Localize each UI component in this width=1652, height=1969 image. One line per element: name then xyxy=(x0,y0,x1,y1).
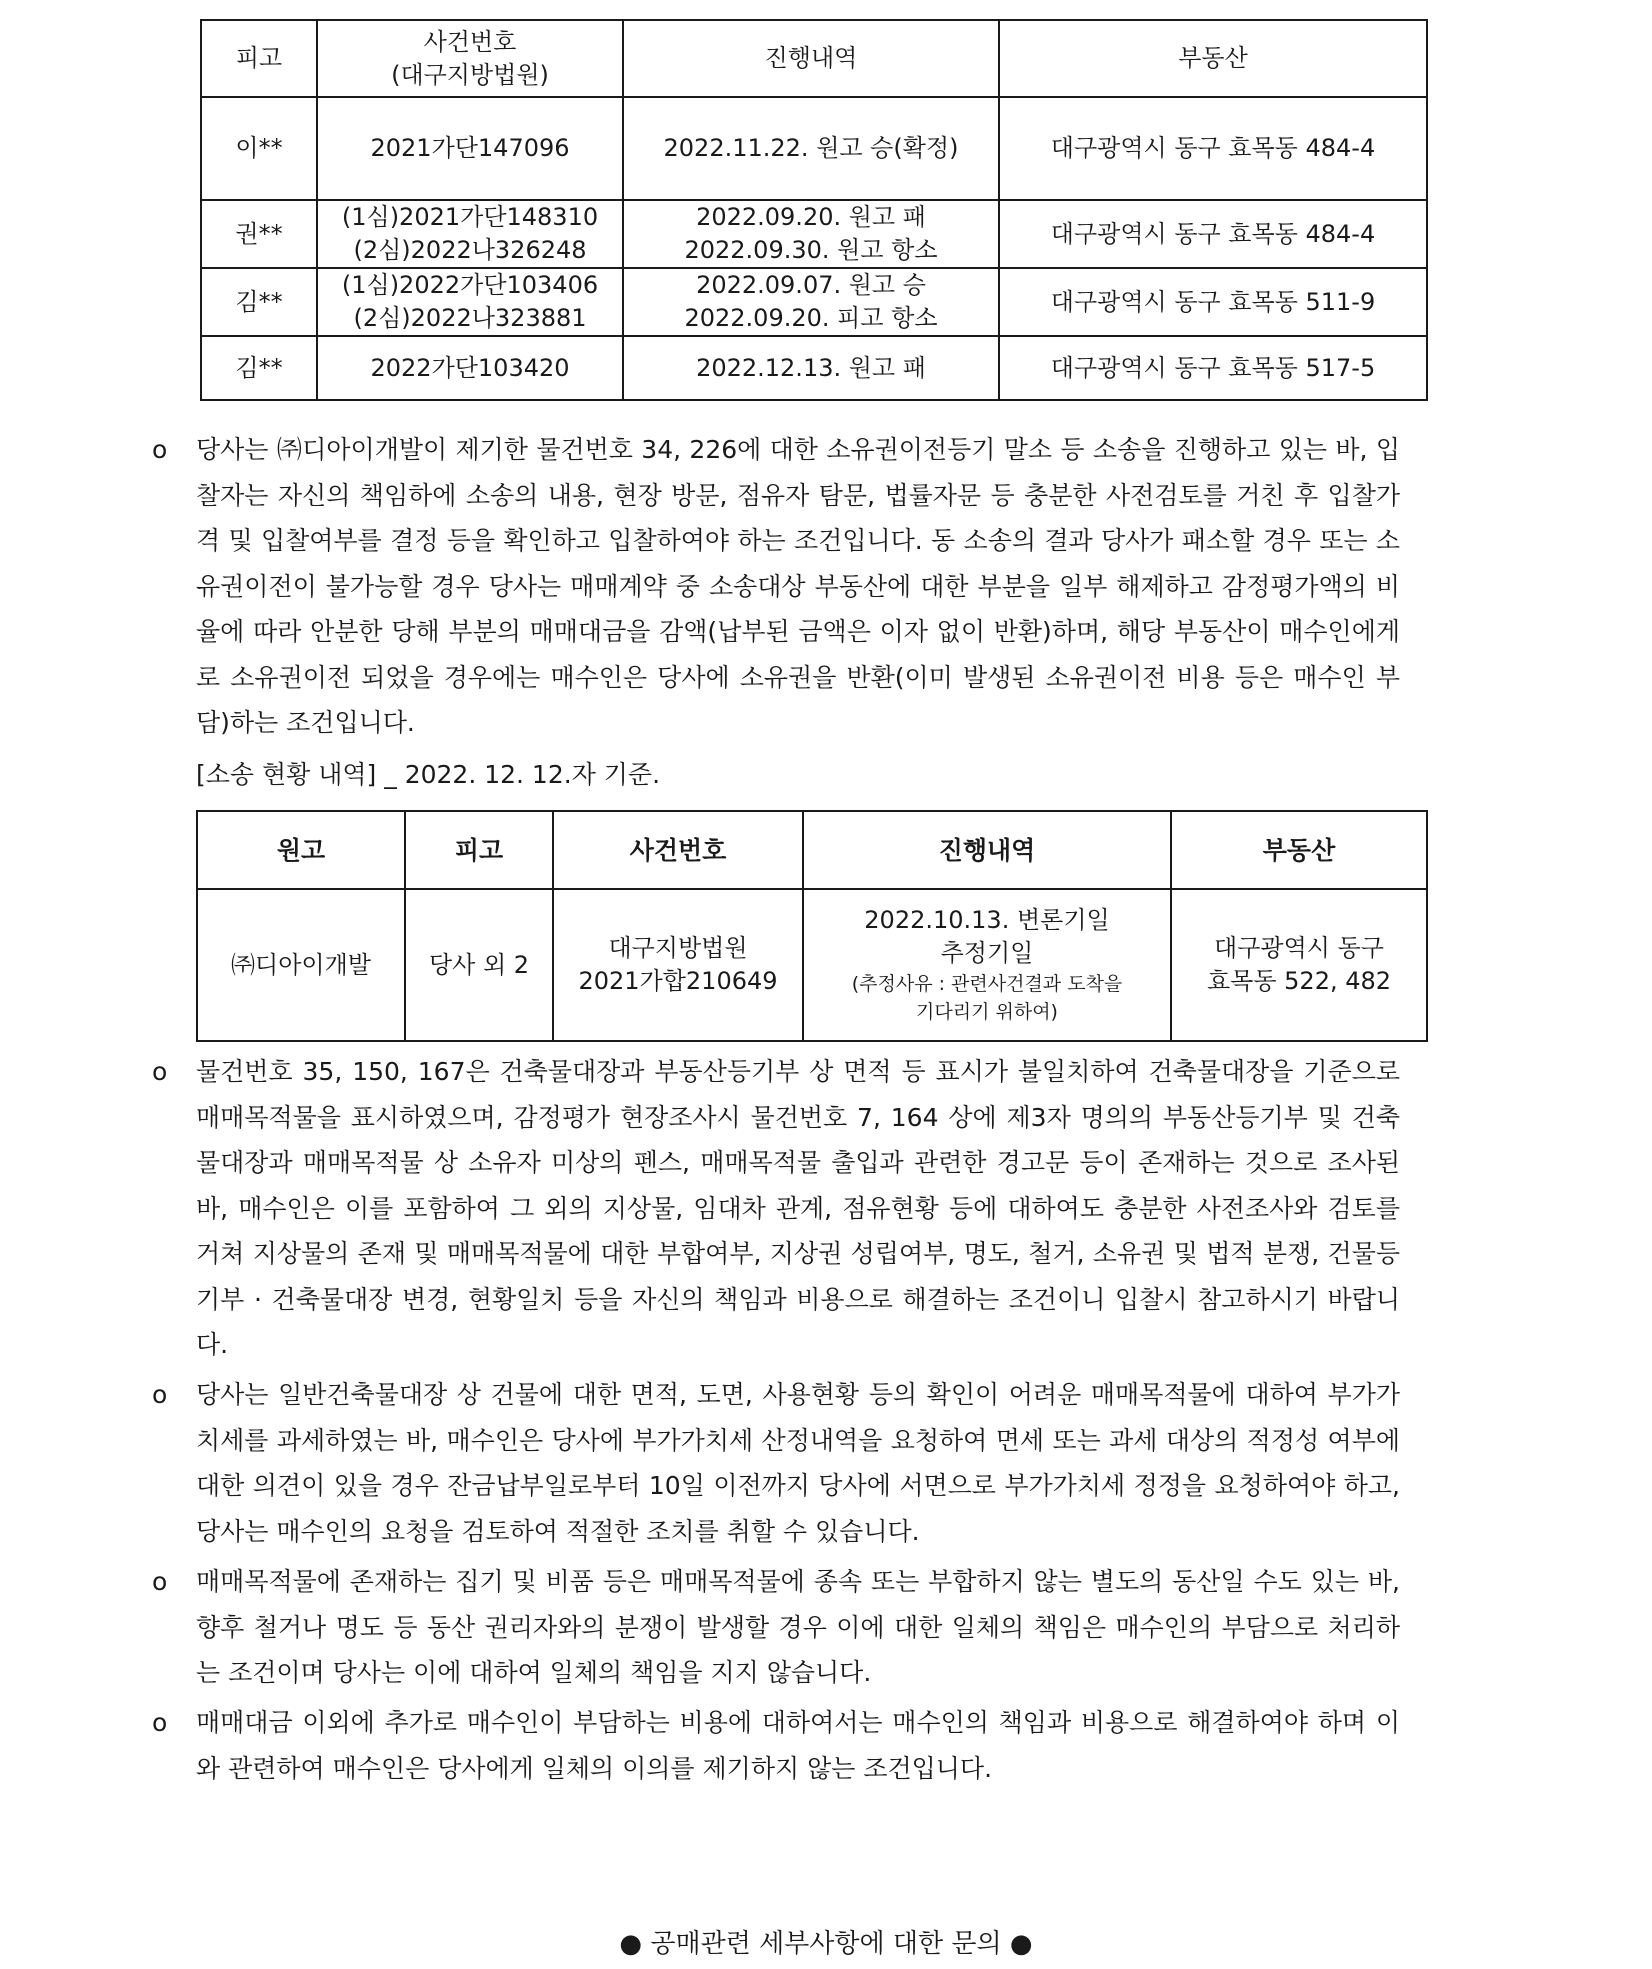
header-case-no-line2: (대구지방법원) xyxy=(391,60,549,89)
cell-property: 대구광역시 동구 효목동 484-4 xyxy=(999,200,1427,268)
cell-case-no xyxy=(317,97,623,200)
case-line: 2022가단103420 xyxy=(370,353,570,382)
cell-case-no xyxy=(553,889,803,1041)
cell-case-no xyxy=(317,336,623,400)
case-line: (2심)2022나323881 xyxy=(353,304,587,332)
table-header-row xyxy=(201,20,1427,97)
progress-line: 추정기일 xyxy=(940,939,1034,967)
progress-line: 2022.09.20. 원고 패 xyxy=(696,203,926,231)
bullet-marker: o xyxy=(152,1567,168,1596)
inquiry-heading: ● 공매관련 세부사항에 대한 문의 ● xyxy=(619,1929,1033,1959)
property-line: 효목동 522, 482 xyxy=(1206,967,1392,995)
progress-line: 2022.09.07. 원고 승 xyxy=(696,271,926,299)
bullet-marker: o xyxy=(152,1380,168,1409)
cell-progress xyxy=(623,336,999,400)
notice-paragraph-building-register xyxy=(152,1049,1400,1368)
case-line: 2021가단147096 xyxy=(370,134,570,162)
case-line: 2021가합210649 xyxy=(578,967,778,995)
paragraph-text: 매매대금 이외에 추가로 매수인이 부담하는 비용에 대하여서는 매수인의 책임과 비용으로 해결하여야 하며 이와 관련하여 매수인은 당사에게 일체의 이의를 제기하지 않는 조건입니다. xyxy=(196,1708,1400,1783)
cell-progress xyxy=(623,268,999,336)
bullet-marker: o xyxy=(152,435,168,464)
bullet-marker: o xyxy=(152,1708,168,1737)
cell-progress xyxy=(623,200,999,268)
table-row xyxy=(201,336,1427,400)
header-case-no: 사건번호 xyxy=(553,811,803,889)
paragraph-text: 매매목적물에 존재하는 집기 및 비품 등은 매매목적물에 종속 또는 부합하지 않는 별도의 동산일 수도 있는 바, 향후 철거나 명도 등 동산 권리자와의 분쟁이 발생할 경우 이에 대한 일체의 책임은 매수인의 부담으로 처리하는 조건이며 당사는 이에 대하여 일체의 책임을 지지 않습니다. xyxy=(196,1567,1400,1687)
cell-property: 대구광역시 동구 효목동 511-9 xyxy=(999,268,1427,336)
progress-note-line: 기다리기 위하여) xyxy=(916,1001,1058,1023)
table-row xyxy=(197,889,1427,1041)
lawsuit-status-table xyxy=(196,810,1428,1042)
paragraph-text: 물건번호 35, 150, 167은 건축물대장과 부동산등기부 상 면적 등 표시가 불일치하여 건축물대장을 기준으로 매매목적물을 표시하였으며, 감정평가 현장조사시 물건번호 7, 164 상에 제3자 명의의 부동산등기부 및 건축물대장과 매매목적물 상 소유자 미상의 펜스, 매매목적물 출입과 관련한 경고문 등이 존재하는 것으로 조사된 바, 매수인은 이를 포함하여 그 외의 지상물, 임대차 관계, 점유현황 등에 대하여도 충분한 사전조사와 검토를 거쳐 지상물의 존재 및 매매목적물에 대한 부합여부, 지상권 성립여부, 명도, 철거, 소유권 및 법적 분쟁, 건물등기부 · 건축물대장 변경, 현황일치 등을 자신의 책임과 비용으로 해결하는 조건이니 입찰시 참고하시기 바랍니다. xyxy=(196,1057,1400,1359)
case-line: (1심)2021가단148310 xyxy=(341,203,599,231)
header-progress: 진행내역 xyxy=(803,811,1171,889)
cell-property: 대구광역시 동구 효목동 484-4 xyxy=(999,97,1427,200)
header-property: 부동산 xyxy=(1171,811,1427,889)
defendant-lawsuit-table xyxy=(200,19,1428,401)
header-defendant: 피고 xyxy=(201,20,317,97)
cell-progress xyxy=(803,889,1171,1041)
notice-paragraph-fixtures xyxy=(152,1559,1400,1696)
notice-paragraph-vat xyxy=(152,1372,1400,1554)
cell-defendant: 이** xyxy=(201,97,317,200)
bullet-marker: o xyxy=(152,1057,168,1086)
case-line: 대구지방법원 xyxy=(608,934,748,962)
progress-line: 2022.10.13. 변론기일 xyxy=(864,906,1110,934)
cell-plaintiff: ㈜디아이개발 xyxy=(197,889,405,1041)
cell-case-no xyxy=(317,268,623,336)
case-line: (1심)2022가단103406 xyxy=(341,271,599,299)
header-defendant: 피고 xyxy=(405,811,553,889)
header-case-no-line1: 사건번호 xyxy=(423,27,517,56)
cell-defendant: 당사 외 2 xyxy=(405,889,553,1041)
cell-property: 대구광역시 동구 효목동 517-5 xyxy=(999,336,1427,400)
table-row xyxy=(201,268,1427,336)
header-progress: 진행내역 xyxy=(623,20,999,97)
lawsuit-status-note: [소송 현황 내역] _ 2022. 12. 12.자 기준. xyxy=(196,760,661,789)
paragraph-text: 당사는 ㈜디아이개발이 제기한 물건번호 34, 226에 대한 소유권이전등기 말소 등 소송을 진행하고 있는 바, 입찰자는 자신의 책임하에 소송의 내용, 현장 방문, 점유자 탐문, 법률자문 등 충분한 사전검토를 거친 후 입찰가격 및 입찰여부를 결정 등을 확인하고 입찰하여야 하는 조건입니다. 동 소송의 결과 당사가 패소할 경우 또는 소유권이전이 불가능할 경우 당사는 매매계약 중 소송대상 부동산에 대한 부분을 일부 해제하고 감정평가액의 비율에 따라 안분한 당해 부분의 매매대금을 감액(납부된 금액은 이자 없이 반환)하며, 해당 부동산이 매수인에게로 소유권이전 되었을 경우에는 매수인은 당사에 소유권을 반환(이미 발생된 소유권이전 비용 등은 매수인 부담)하는 조건입니다. xyxy=(196,435,1400,737)
header-property: 부동산 xyxy=(999,20,1427,97)
progress-line: 2022.09.20. 피고 항소 xyxy=(684,304,938,332)
cell-defendant: 김** xyxy=(201,336,317,400)
progress-line: 2022.09.30. 원고 항소 xyxy=(684,236,938,264)
progress-line: 2022.12.13. 원고 패 xyxy=(696,353,926,382)
cell-defendant: 권** xyxy=(201,200,317,268)
header-plaintiff: 원고 xyxy=(197,811,405,889)
case-line: (2심)2022나326248 xyxy=(353,236,587,264)
paragraph-text: 당사는 일반건축물대장 상 건물에 대한 면적, 도면, 사용현황 등의 확인이 어려운 매매목적물에 대하여 부가가치세를 과세하였는 바, 매수인은 당사에 부가가치세 산정내역을 요청하여 면세 또는 과세 대상의 적정성 여부에 대한 의견이 있을 경우 잔금납부일로부터 10일 이전까지 당사에 서면으로 부가가치세 정정을 요청하여야 하고, 당사는 매수인의 요청을 검토하여 적절한 조치를 취할 수 있습니다. xyxy=(196,1380,1400,1546)
cell-defendant: 김** xyxy=(201,268,317,336)
property-line: 대구광역시 동구 xyxy=(1214,934,1384,962)
notice-paragraph-lawsuit xyxy=(152,427,1400,746)
cell-progress xyxy=(623,97,999,200)
progress-line: 2022.11.22. 원고 승(확정) xyxy=(663,134,959,162)
notice-paragraph-additional-costs xyxy=(152,1700,1400,1791)
cell-property xyxy=(1171,889,1427,1041)
header-case-no xyxy=(317,20,623,97)
cell-case-no xyxy=(317,200,623,268)
table-header-row xyxy=(197,811,1427,889)
progress-note-line: (추정사유 : 관련사건결과 도착을 xyxy=(851,973,1123,995)
table-row xyxy=(201,200,1427,268)
table-row xyxy=(201,97,1427,200)
